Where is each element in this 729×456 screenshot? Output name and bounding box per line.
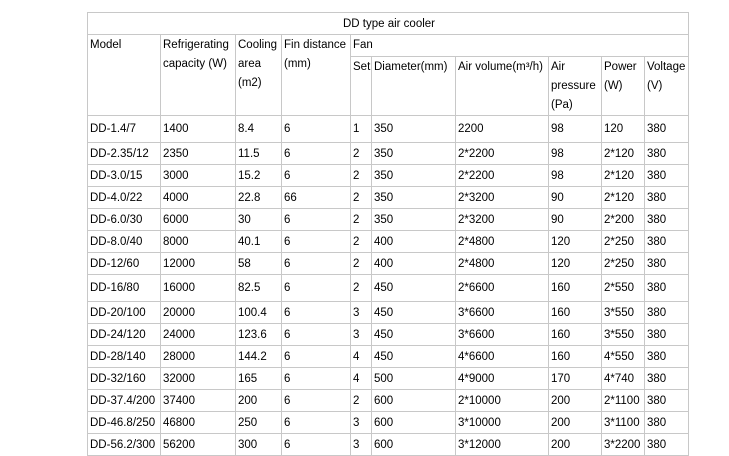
cell-fin-distance: 6: [282, 275, 351, 302]
cell-cooling-area: 58: [236, 253, 282, 275]
cell-refrigerating-capacity: 56200: [161, 434, 236, 456]
cell-diameter: 350: [372, 187, 456, 209]
cell-voltage: 380: [645, 165, 689, 187]
cell-air-pressure: 160: [549, 302, 602, 324]
table-row: [88, 390, 689, 412]
cell-fan-set: 2: [351, 390, 372, 412]
cell-fan-set: 2: [351, 165, 372, 187]
cell-fan-set: 2: [351, 209, 372, 231]
cell-voltage: 380: [645, 302, 689, 324]
cell-model: DD-32/160: [88, 368, 161, 390]
cell-voltage: 380: [645, 187, 689, 209]
cell-diameter: 500: [372, 368, 456, 390]
cell-air-volume: 3*10000: [456, 412, 549, 434]
cell-power: 4*550: [602, 346, 645, 368]
cell-air-volume: 3*6600: [456, 324, 549, 346]
cell-voltage: 380: [645, 143, 689, 165]
table-row: [88, 231, 689, 253]
header-model: Model: [88, 35, 161, 116]
cell-diameter: 350: [372, 116, 456, 143]
cell-cooling-area: 22.8: [236, 187, 282, 209]
cell-power: 2*250: [602, 231, 645, 253]
cell-model: DD-12/60: [88, 253, 161, 275]
cell-power: 2*1100: [602, 390, 645, 412]
header-fin-distance: Fin distance (mm): [282, 35, 351, 116]
cell-voltage: 380: [645, 275, 689, 302]
cell-voltage: 380: [645, 209, 689, 231]
cell-air-pressure: 98: [549, 116, 602, 143]
cell-cooling-area: 300: [236, 434, 282, 456]
cell-fan-set: 3: [351, 324, 372, 346]
cell-voltage: 380: [645, 253, 689, 275]
table-row: [88, 209, 689, 231]
cell-voltage: 380: [645, 412, 689, 434]
spec-table: [87, 12, 689, 456]
cell-air-volume: 4*6600: [456, 346, 549, 368]
cell-fin-distance: 66: [282, 187, 351, 209]
cell-fin-distance: 6: [282, 390, 351, 412]
cell-fin-distance: 6: [282, 116, 351, 143]
cell-air-volume: 2200: [456, 116, 549, 143]
cell-cooling-area: 15.2: [236, 165, 282, 187]
cell-cooling-area: 123.6: [236, 324, 282, 346]
cell-model: DD-4.0/22: [88, 187, 161, 209]
cell-air-volume: 2*2200: [456, 165, 549, 187]
cell-power: 2*120: [602, 187, 645, 209]
cell-diameter: 600: [372, 434, 456, 456]
cell-air-pressure: 120: [549, 253, 602, 275]
header-voltage: Voltage (V): [645, 57, 689, 116]
table-row: [88, 302, 689, 324]
cell-fin-distance: 6: [282, 434, 351, 456]
table-body: [88, 116, 689, 456]
cell-voltage: 380: [645, 346, 689, 368]
cell-power: 2*120: [602, 143, 645, 165]
cell-fin-distance: 6: [282, 412, 351, 434]
cell-fin-distance: 6: [282, 143, 351, 165]
header-diameter: Diameter(mm): [372, 57, 456, 116]
cell-fin-distance: 6: [282, 253, 351, 275]
cell-refrigerating-capacity: 12000: [161, 253, 236, 275]
header-air-volume: Air volume(m³/h): [456, 57, 549, 116]
header-fan: Fan: [351, 35, 689, 57]
cell-refrigerating-capacity: 1400: [161, 116, 236, 143]
header-cooling-area: Cooling area (m2): [236, 35, 282, 116]
cell-air-pressure: 200: [549, 434, 602, 456]
cell-voltage: 380: [645, 324, 689, 346]
cell-air-pressure: 90: [549, 209, 602, 231]
cell-air-volume: 2*4800: [456, 231, 549, 253]
cell-air-volume: 2*2200: [456, 143, 549, 165]
cell-cooling-area: 82.5: [236, 275, 282, 302]
table-row: [88, 368, 689, 390]
cell-cooling-area: 30: [236, 209, 282, 231]
cell-cooling-area: 165: [236, 368, 282, 390]
cell-air-pressure: 200: [549, 390, 602, 412]
cell-model: DD-16/80: [88, 275, 161, 302]
cell-fin-distance: 6: [282, 165, 351, 187]
cell-voltage: 380: [645, 116, 689, 143]
cell-air-pressure: 98: [549, 143, 602, 165]
cell-fin-distance: 6: [282, 368, 351, 390]
cell-diameter: 600: [372, 390, 456, 412]
cell-voltage: 380: [645, 368, 689, 390]
cell-air-volume: 2*4800: [456, 253, 549, 275]
cell-power: 4*740: [602, 368, 645, 390]
cell-fan-set: 2: [351, 275, 372, 302]
cell-air-volume: 2*3200: [456, 209, 549, 231]
table-row: [88, 434, 689, 456]
cell-air-volume: 3*6600: [456, 302, 549, 324]
cell-refrigerating-capacity: 28000: [161, 346, 236, 368]
cell-fan-set: 3: [351, 412, 372, 434]
cell-diameter: 450: [372, 346, 456, 368]
cell-model: DD-20/100: [88, 302, 161, 324]
cell-power: 3*550: [602, 302, 645, 324]
cell-power: 3*1100: [602, 412, 645, 434]
cell-refrigerating-capacity: 24000: [161, 324, 236, 346]
cell-diameter: 400: [372, 231, 456, 253]
cell-model: DD-6.0/30: [88, 209, 161, 231]
cell-refrigerating-capacity: 3000: [161, 165, 236, 187]
cell-model: DD-24/120: [88, 324, 161, 346]
cell-air-pressure: 200: [549, 412, 602, 434]
cell-model: DD-46.8/250: [88, 412, 161, 434]
cell-model: DD-2.35/12: [88, 143, 161, 165]
cell-air-volume: 3*12000: [456, 434, 549, 456]
cell-refrigerating-capacity: 8000: [161, 231, 236, 253]
cell-fan-set: 2: [351, 143, 372, 165]
cell-air-volume: 2*10000: [456, 390, 549, 412]
cell-air-pressure: 90: [549, 187, 602, 209]
cell-air-pressure: 170: [549, 368, 602, 390]
cell-refrigerating-capacity: 4000: [161, 187, 236, 209]
cell-model: DD-56.2/300: [88, 434, 161, 456]
cell-refrigerating-capacity: 46800: [161, 412, 236, 434]
cell-model: DD-1.4/7: [88, 116, 161, 143]
cell-diameter: 450: [372, 302, 456, 324]
cell-cooling-area: 8.4: [236, 116, 282, 143]
cell-power: 2*120: [602, 165, 645, 187]
cell-fan-set: 3: [351, 302, 372, 324]
cell-power: 2*250: [602, 253, 645, 275]
cell-air-volume: 4*9000: [456, 368, 549, 390]
cell-power: 3*550: [602, 324, 645, 346]
table-row: [88, 116, 689, 143]
cell-air-volume: 2*3200: [456, 187, 549, 209]
cell-model: DD-8.0/40: [88, 231, 161, 253]
cell-voltage: 380: [645, 390, 689, 412]
header-power: Power (W): [602, 57, 645, 116]
cell-refrigerating-capacity: 16000: [161, 275, 236, 302]
table-row: [88, 412, 689, 434]
table-row: [88, 324, 689, 346]
cell-fin-distance: 6: [282, 302, 351, 324]
cell-diameter: 350: [372, 143, 456, 165]
cell-air-pressure: 160: [549, 275, 602, 302]
table-row: [88, 187, 689, 209]
cell-model: DD-28/140: [88, 346, 161, 368]
cell-model: DD-37.4/200: [88, 390, 161, 412]
table-title: DD type air cooler: [88, 13, 689, 35]
cell-fan-set: 3: [351, 434, 372, 456]
cell-power: 2*200: [602, 209, 645, 231]
cell-diameter: 450: [372, 275, 456, 302]
header-air-pressure: Air pressure (Pa): [549, 57, 602, 116]
cell-diameter: 350: [372, 209, 456, 231]
cell-diameter: 350: [372, 165, 456, 187]
cell-air-pressure: 160: [549, 324, 602, 346]
cell-diameter: 600: [372, 412, 456, 434]
cell-refrigerating-capacity: 37400: [161, 390, 236, 412]
cell-power: 120: [602, 116, 645, 143]
cell-fan-set: 4: [351, 346, 372, 368]
cell-fan-set: 2: [351, 231, 372, 253]
cell-refrigerating-capacity: 2350: [161, 143, 236, 165]
cell-fin-distance: 6: [282, 346, 351, 368]
cell-cooling-area: 200: [236, 390, 282, 412]
cell-cooling-area: 11.5: [236, 143, 282, 165]
cell-power: 2*550: [602, 275, 645, 302]
table-row: [88, 346, 689, 368]
header-set: Set: [351, 57, 372, 116]
cell-fan-set: 1: [351, 116, 372, 143]
cell-diameter: 450: [372, 324, 456, 346]
cell-refrigerating-capacity: 32000: [161, 368, 236, 390]
table-row: [88, 253, 689, 275]
table-row: [88, 275, 689, 302]
cell-refrigerating-capacity: 20000: [161, 302, 236, 324]
cell-refrigerating-capacity: 6000: [161, 209, 236, 231]
cell-model: DD-3.0/15: [88, 165, 161, 187]
cell-fin-distance: 6: [282, 231, 351, 253]
cell-air-pressure: 160: [549, 346, 602, 368]
header-refrigerating-capacity: Refrigerating capacity (W): [161, 35, 236, 116]
cell-cooling-area: 250: [236, 412, 282, 434]
cell-air-pressure: 120: [549, 231, 602, 253]
cell-cooling-area: 144.2: [236, 346, 282, 368]
cell-fin-distance: 6: [282, 324, 351, 346]
cell-diameter: 400: [372, 253, 456, 275]
cell-air-volume: 2*6600: [456, 275, 549, 302]
table-row: [88, 165, 689, 187]
cell-cooling-area: 100.4: [236, 302, 282, 324]
cell-fan-set: 2: [351, 253, 372, 275]
cell-voltage: 380: [645, 231, 689, 253]
cell-fan-set: 4: [351, 368, 372, 390]
cell-cooling-area: 40.1: [236, 231, 282, 253]
cell-fan-set: 2: [351, 187, 372, 209]
cell-fin-distance: 6: [282, 209, 351, 231]
cell-voltage: 380: [645, 434, 689, 456]
table-row: [88, 143, 689, 165]
cell-air-pressure: 98: [549, 165, 602, 187]
cell-power: 3*2200: [602, 434, 645, 456]
